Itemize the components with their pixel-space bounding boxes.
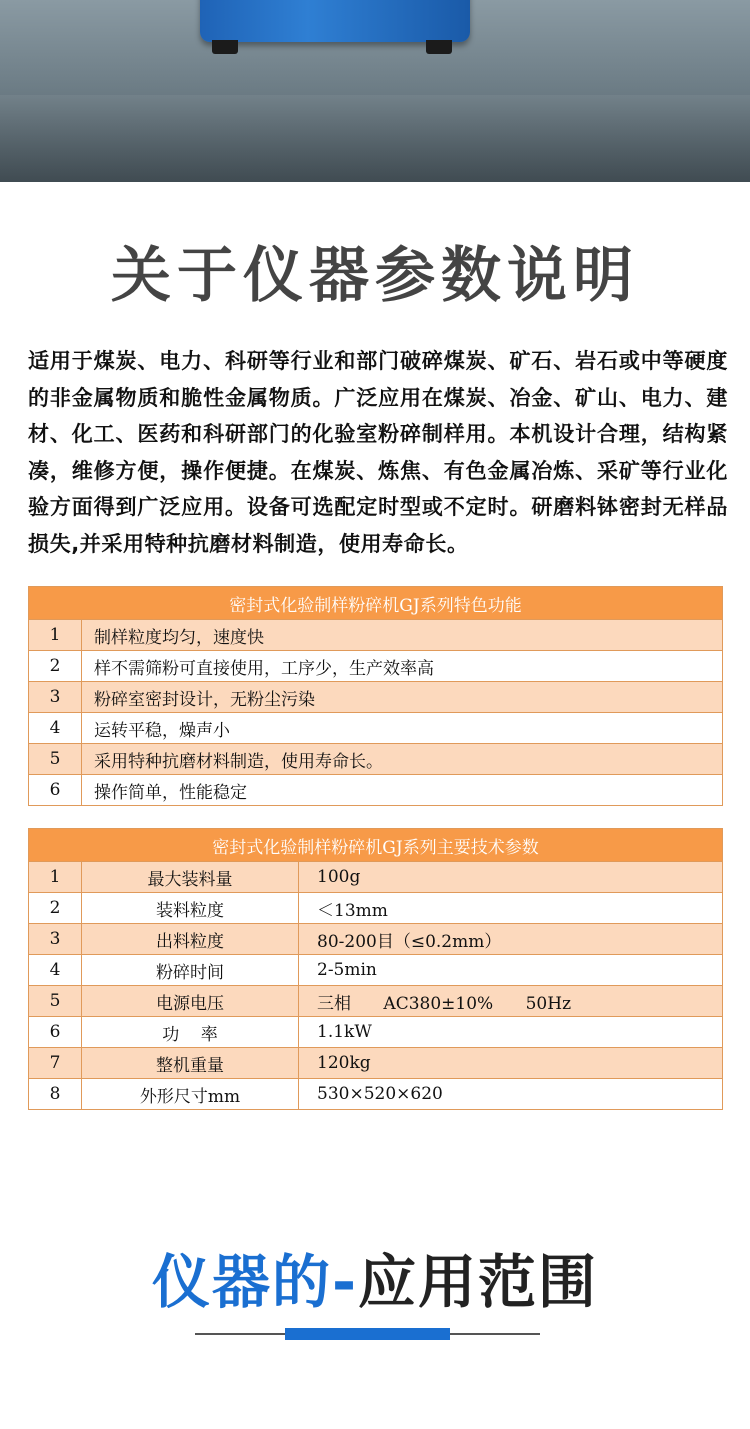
features-table xyxy=(28,586,723,806)
row-number: 8 xyxy=(29,1079,82,1110)
feature-text: 运转平稳，燥声小 xyxy=(82,713,723,744)
row-number: 1 xyxy=(29,620,82,651)
row-number: 2 xyxy=(29,893,82,924)
param-value: 100g xyxy=(299,862,723,893)
row-number: 1 xyxy=(29,862,82,893)
table-row xyxy=(29,1079,723,1110)
feature-text: 制样粒度均匀，速度快 xyxy=(82,620,723,651)
section-title-parameters: 关于仪器参数说明 xyxy=(111,241,639,311)
param-name: 最大装料量 xyxy=(82,862,299,893)
row-number: 5 xyxy=(29,986,82,1017)
param-name: 整机重量 xyxy=(82,1048,299,1079)
feature-text: 粉碎室密封设计，无粉尘污染 xyxy=(82,682,723,713)
param-name: 出料粒度 xyxy=(82,924,299,955)
param-value: 530×520×620 xyxy=(299,1079,723,1110)
machine-foot xyxy=(212,40,238,54)
param-name: 外形尺寸mm xyxy=(82,1079,299,1110)
feature-text: 样不需筛粉可直接使用，工序少，生产效率高 xyxy=(82,651,723,682)
table-row xyxy=(29,893,723,924)
parameters-table-header: 密封式化验制样粉碎机GJ系列主要技术参数 xyxy=(29,829,723,862)
row-number: 7 xyxy=(29,1048,82,1079)
photo-floor xyxy=(0,95,750,182)
param-value: 2-5min xyxy=(299,955,723,986)
machine-body xyxy=(200,0,470,42)
row-number: 5 xyxy=(29,744,82,775)
param-name: 电源电压 xyxy=(82,986,299,1017)
row-number: 6 xyxy=(29,1017,82,1048)
product-photo xyxy=(0,0,750,182)
param-name: 粉碎时间 xyxy=(82,955,299,986)
param-value: 三相 AC380±10% 50Hz xyxy=(299,986,723,1017)
feature-text: 操作简单，性能稳定 xyxy=(82,775,723,806)
row-number: 2 xyxy=(29,651,82,682)
title-underline-accent xyxy=(285,1328,450,1340)
table-row xyxy=(29,682,723,713)
table-row xyxy=(29,744,723,775)
feature-text: 采用特种抗磨材料制造，使用寿命长。 xyxy=(82,744,723,775)
param-value: 120kg xyxy=(299,1048,723,1079)
table-row xyxy=(29,862,723,893)
title-blue-part: 仪器的- xyxy=(151,1248,359,1316)
param-value: 1.1kW xyxy=(299,1017,723,1048)
row-number: 3 xyxy=(29,924,82,955)
table-row xyxy=(29,1048,723,1079)
table-row xyxy=(29,986,723,1017)
features-table-header: 密封式化验制样粉碎机GJ系列特色功能 xyxy=(29,587,723,620)
table-row xyxy=(29,651,723,682)
section-title-application xyxy=(0,1235,750,1319)
title-dark-part: 应用范围 xyxy=(358,1248,599,1316)
param-name: 功 率 xyxy=(82,1017,299,1048)
machine-foot xyxy=(426,40,452,54)
table-row xyxy=(29,775,723,806)
param-name: 装料粒度 xyxy=(82,893,299,924)
table-row xyxy=(29,955,723,986)
table-row xyxy=(29,620,723,651)
table-row xyxy=(29,713,723,744)
table-row xyxy=(29,1017,723,1048)
param-value: 80-200目（≤0.2mm） xyxy=(299,924,723,955)
row-number: 4 xyxy=(29,713,82,744)
row-number: 3 xyxy=(29,682,82,713)
param-value: ＜13mm xyxy=(299,893,723,924)
intro-paragraph: 适用于煤炭、电力、科研等行业和部门破碎煤炭、矿石、岩石或中等硬度的非金属物质和脆性金属物质。广泛应用在煤炭、冶金、矿山、电力、建材、化工、医药和科研部门的化验室粉碎制样用。本机设计合理，结构紧凑，维修方便，操作便捷。在煤炭、炼焦、有色金属冶炼、采矿等行业化验方面得到广泛应用。设备可选配定时型或不定时。研磨料钵密封无样品损失,并采用特种抗磨材料制造，使用寿命长。 xyxy=(28,349,728,556)
table-row xyxy=(29,924,723,955)
row-number: 4 xyxy=(29,955,82,986)
row-number: 6 xyxy=(29,775,82,806)
parameters-table xyxy=(28,828,723,1110)
